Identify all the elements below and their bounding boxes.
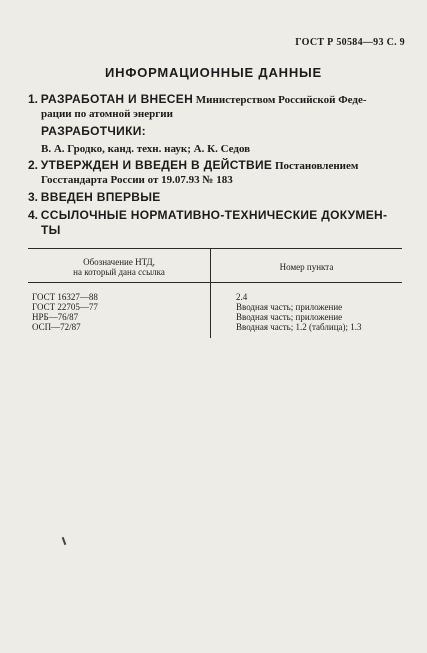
section-number: 3. xyxy=(28,190,39,204)
section-heading: ВВЕДЕН ВПЕРВЫЕ xyxy=(40,190,161,204)
column-header-item: Номер пункта xyxy=(279,262,334,272)
section-4 xyxy=(28,208,408,237)
section-1 xyxy=(28,92,403,121)
section-number: 1. xyxy=(28,92,39,106)
cell-item: Вводная часть; 1.2 (таблица); 1.3 xyxy=(236,322,362,332)
column-header-line: Обозначение НТД, xyxy=(83,257,155,267)
section-3 xyxy=(28,190,403,205)
section-text: Постановлением xyxy=(274,160,359,172)
developers-text: В. А. Гродко, канд. техн. наук; А. К. Седов xyxy=(41,143,251,155)
cell-item: Вводная часть; приложение xyxy=(236,302,343,312)
table-header xyxy=(28,248,402,283)
scan-speck xyxy=(62,537,67,545)
section-heading: УТВЕРЖДЕН И ВВЕДЕН В ДЕЙСТВИЕ xyxy=(40,158,273,172)
document-title: ИНФОРМАЦИОННЫЕ ДАННЫЕ xyxy=(104,65,323,80)
developers-names xyxy=(41,142,416,156)
section-number: 4. xyxy=(28,208,39,222)
developers-label xyxy=(41,124,416,139)
cell-item: Вводная часть; приложение xyxy=(236,312,343,322)
table-row xyxy=(28,292,402,302)
cell-item: 2.4 xyxy=(236,292,248,302)
section-number: 2. xyxy=(28,158,39,172)
cell-document: НРБ—76/87 xyxy=(32,312,79,322)
section-text-continued: рации по атомной энергии xyxy=(41,108,173,120)
table-row xyxy=(28,322,402,332)
section-heading-continued: ТЫ xyxy=(41,223,61,237)
column-header-line: на который дана ссылка xyxy=(73,267,165,277)
section-text: Министерством Российской Феде- xyxy=(195,94,367,106)
table-row xyxy=(28,312,402,322)
cell-document: ОСП—72/87 xyxy=(32,322,81,332)
section-heading: ССЫЛОЧНЫЕ НОРМАТИВНО-ТЕХНИЧЕСКИЕ ДОКУМЕН- xyxy=(40,208,388,222)
page-header: ГОСТ Р 50584—93 С. 9 xyxy=(295,37,405,48)
section-2 xyxy=(28,158,403,187)
column-header-document xyxy=(28,257,210,277)
table-body xyxy=(28,283,402,332)
cell-document: ГОСТ 22705—77 xyxy=(32,302,98,312)
section-text-continued: Госстандарта России от 19.07.93 № 183 xyxy=(41,174,233,186)
cell-document: ГОСТ 16327—88 xyxy=(32,292,98,302)
developers-heading: РАЗРАБОТЧИКИ: xyxy=(41,124,146,138)
section-heading: РАЗРАБОТАН И ВНЕСЕН xyxy=(40,92,194,106)
table-row xyxy=(28,302,402,312)
references-table xyxy=(28,248,402,332)
